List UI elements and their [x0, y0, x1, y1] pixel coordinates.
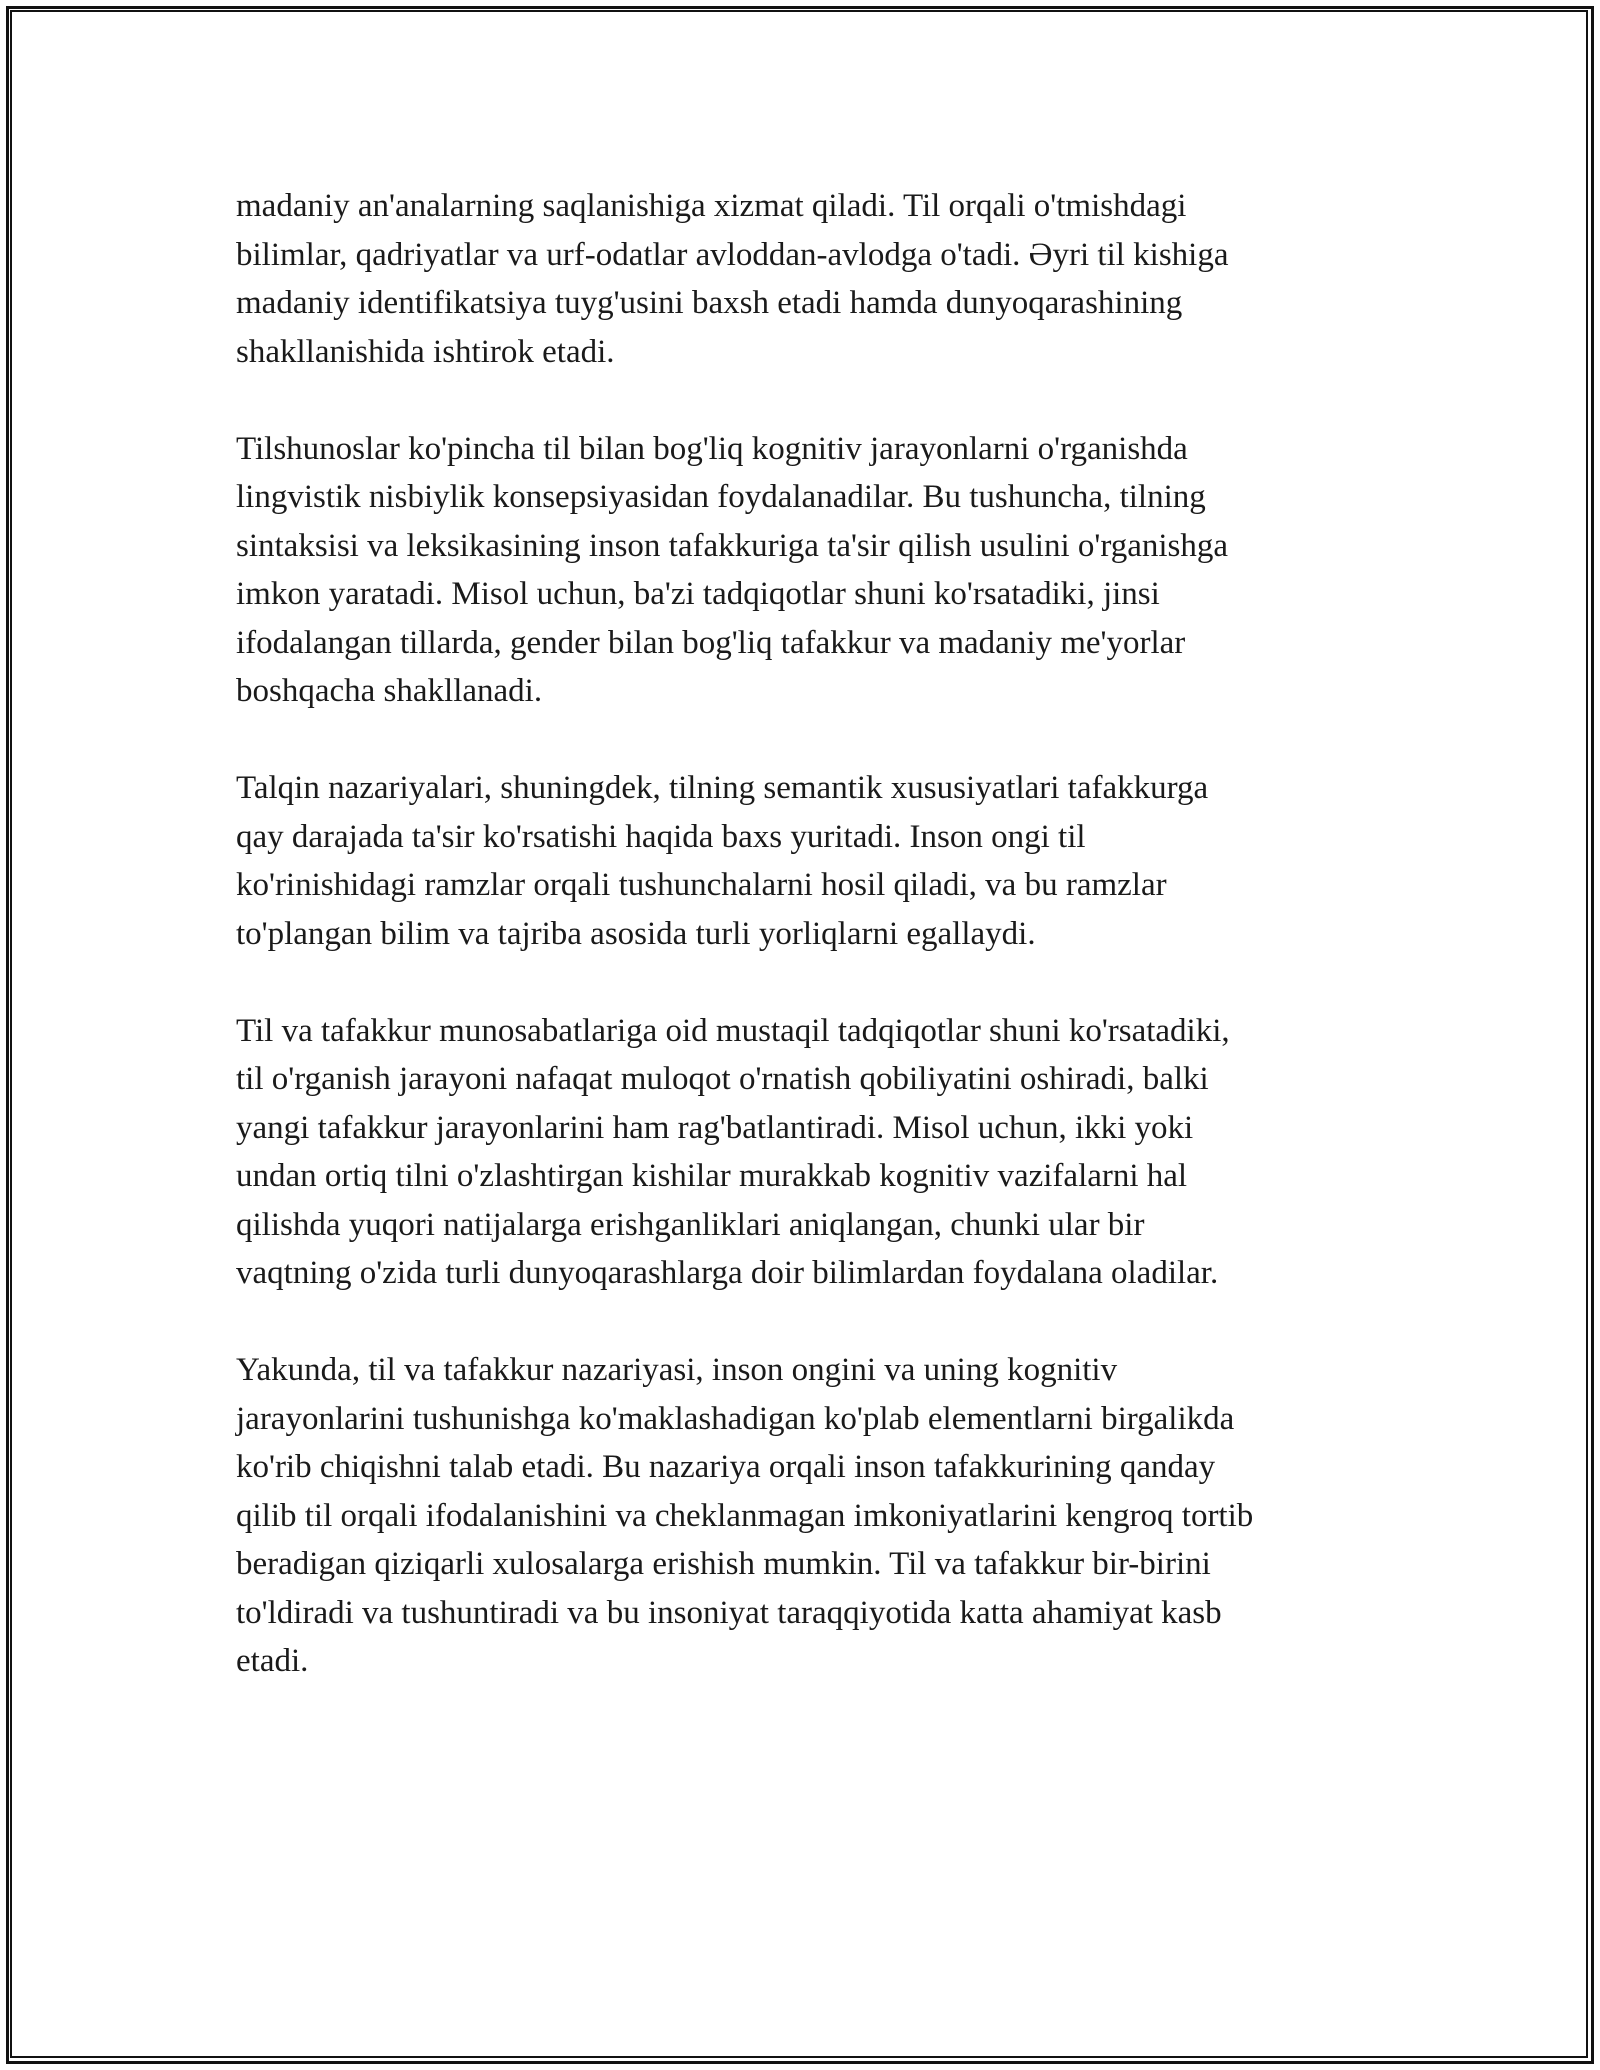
paragraph-1: madaniy an'analarning saqlanishiga xizmat qiladi. Til orqali o'tmishdagi bilimlar, qadriyatlar va urf-odatlar avloddan-avlodga o'tadi. Əyri til kishiga madaniy identifikatsiya tuyg'usini baxsh etadi hamda dunyoqarashining shakllanishida ishtirok etadi. — [236, 188, 1229, 370]
paragraph-3: Talqin nazariyalari, shuningdek, tilning semantik xususiyatlari tafakkurga qay darajada ta'sir ko'rsatishi haqida baxs yuritadi. Inson ongi til ko'rinishidagi ramzlar orqali tushunchalarni hosil qiladi, va bu ramzlar to'plangan bilim va tajriba asosida turli yorliqlarni egallaydi. — [236, 770, 1209, 952]
paragraph-2: Tilshunoslar ko'pincha til bilan bog'liq kognitiv jarayonlarni o'rganishda lingvistik nisbiylik konsepsiyasidan foydalanadilar. Bu tushuncha, tilning sintaksisi va leksikasining inson tafakkuriga ta'sir qilish usulini o'rganishga imkon yaratadi. Misol uchun, ba'zi tadqiqotlar shuni ko'rsatadiki, jinsi ifodalangan tillarda, gender bilan bog'liq tafakkur va madaniy me'yorlar boshqacha shakllanadi. — [236, 430, 1229, 709]
paragraph-4: Til va tafakkur munosabatlariga oid mustaqil tadqiqotlar shuni ko'rsatadiki, til o'rganish jarayoni nafaqat muloqot o'rnatish qobiliyatini oshiradi, balki yangi tafakkur jarayonlarini ham rag'batlantiradi. Misol uchun, ikki yoki undan ortiq tilni o'zlashtirgan kishilar murakkab kognitiv vazifalarni hal qilishda yuqori natijalarga erishganliklari aniqlangan, chunki ular bir vaqtning o'zida turli dunyoqarashlarga doir bilimlardan foydalana oladilar. — [236, 1012, 1230, 1291]
document-body — [236, 182, 1376, 1734]
paragraph-5: Yakunda, til va tafakkur nazariyasi, inson ongini va uning kognitiv jarayonlarini tushunishga ko'maklashadigan ko'plab elementlarni birgalikda ko'rib chiqishni talab etadi. Bu nazariya orqali inson tafakkurining qanday qilib til orqali ifodalanishini va cheklanmagan imkoniyatlarini kengroq tortib beradigan qiziqarli xulosalarga erishish mumkin. Til va tafakkur bir-birini to'ldiradi va tushuntiradi va bu insoniyat taraqqiyotida katta ahamiyat kasb etadi. — [236, 1352, 1254, 1679]
